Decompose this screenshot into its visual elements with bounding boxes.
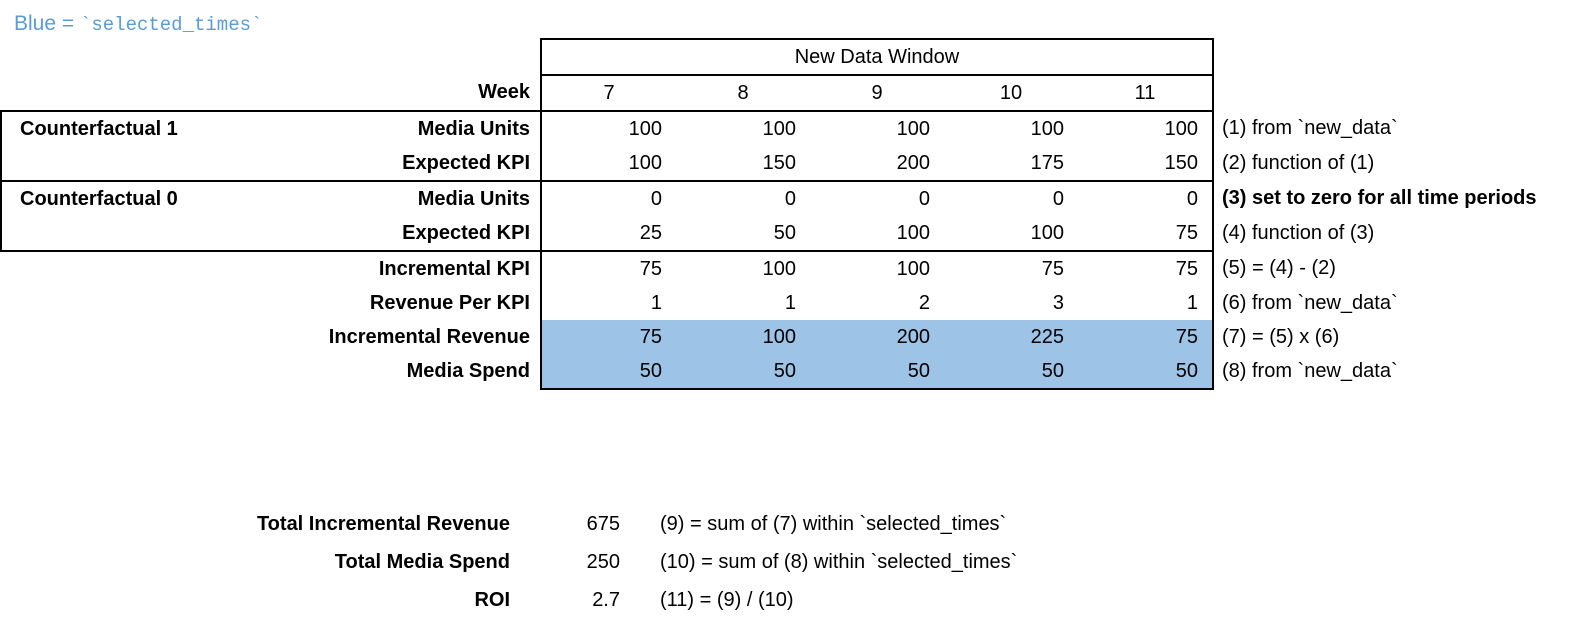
spacer-left	[1, 39, 274, 75]
table-row	[1, 216, 1538, 251]
row-label-media-spend: Media Spend	[406, 360, 530, 382]
cell-revenue-per-kpi-w9: 2	[918, 291, 930, 314]
cell-cf0-media-units-w9: 0	[810, 181, 944, 216]
cell-cf0-expected-kpi-w7: 25	[541, 216, 676, 251]
cell-cf1-media-units-w10: 100	[944, 111, 1078, 146]
table-row	[1, 251, 1538, 286]
group-label-counterfactual-0: Counterfactual 0	[1, 181, 274, 216]
row-label-expected-kpi-cf1: Expected KPI	[402, 151, 530, 174]
spacer-note-2	[1213, 75, 1538, 111]
row-label-expected-kpi-cf0: Expected KPI	[274, 216, 541, 251]
cell-cf0-media-units-w10: 0	[944, 181, 1078, 216]
group-label-spacer-cf1	[1, 146, 274, 181]
week-header-1: 8	[676, 75, 810, 111]
cell-media-spend-w9: 50	[810, 354, 944, 389]
note-5: (5) = (4) - (2)	[1222, 257, 1336, 279]
cell-incremental-revenue-w11: 75	[1078, 320, 1213, 354]
cell-revenue-per-kpi-w7: 1	[541, 286, 676, 320]
cell-cf1-expected-kpi-w7: 100	[541, 146, 676, 181]
row-label-incremental-revenue: Incremental Revenue	[328, 325, 530, 348]
cell-media-spend-w10: 50	[944, 354, 1078, 389]
row-label-media-units-cf0: Media Units	[274, 181, 541, 216]
week-header-2: 9	[810, 75, 944, 111]
cell-cf1-expected-kpi-w11: 150	[1078, 146, 1213, 181]
table-row	[1, 286, 1538, 320]
cell-incremental-revenue-w7: 75	[541, 320, 676, 354]
row-label-revenue-per-kpi: Revenue Per KPI	[369, 291, 530, 314]
note-7: (7) = (5) x (6)	[1222, 325, 1340, 348]
table-header-group-row	[1, 39, 1538, 75]
group-label-spacer-cf0	[1, 216, 274, 251]
legend-prefix: Blue =	[14, 12, 80, 35]
cell-media-spend-w11: 50	[1078, 354, 1213, 389]
cell-cf1-media-units-w11: 100	[1078, 111, 1213, 146]
summary-row	[0, 543, 1017, 581]
row-label-media-units-cf1: Media Units	[274, 111, 541, 146]
table-row	[1, 181, 1538, 216]
spacer-left-4	[1, 286, 274, 320]
cell-cf0-expected-kpi-w10: 100	[944, 216, 1078, 251]
week-label: Week	[478, 81, 530, 103]
cell-revenue-per-kpi-w11: 1	[1078, 286, 1213, 320]
legend	[14, 12, 262, 36]
cell-incremental-kpi-w9: 100	[896, 257, 930, 280]
note-1: (1) from `new_data`	[1222, 117, 1398, 139]
cell-cf1-expected-kpi-w10: 175	[1030, 151, 1064, 174]
summary-label-total-media-spend: Total Media Spend	[334, 550, 510, 573]
summary-value-total-media-spend: 250	[586, 550, 620, 573]
cell-revenue-per-kpi-w8: 1	[784, 291, 796, 314]
table-row	[1, 354, 1538, 389]
spacer-right	[274, 39, 541, 75]
cell-cf1-expected-kpi-w9: 200	[896, 151, 930, 174]
summary-note-10: (10) = sum of (8) within `selected_times`	[660, 550, 1018, 573]
spacer-left-6	[1, 354, 274, 389]
summary-row	[0, 505, 1017, 543]
summary-label-total-incremental-revenue: Total Incremental Revenue	[256, 512, 510, 535]
spacer-left-2	[1, 75, 274, 111]
summary-value-total-incremental-revenue: 675	[586, 512, 620, 535]
group-header-new-data-window: New Data Window	[541, 39, 1213, 75]
summary-table	[0, 505, 1017, 619]
week-header-4: 11	[1078, 75, 1213, 111]
cell-incremental-kpi-w7: 75	[541, 251, 676, 286]
cell-incremental-revenue-w9: 200	[810, 320, 944, 354]
cell-cf1-expected-kpi-w8: 150	[762, 151, 796, 174]
cell-incremental-revenue-w8: 100	[676, 320, 810, 354]
cell-incremental-kpi-w10: 75	[1041, 257, 1064, 280]
summary-row	[0, 581, 1017, 619]
note-8: (8) from `new_data`	[1222, 360, 1398, 382]
week-header-0: 7	[541, 75, 676, 111]
legend-code: `selected_times`	[79, 14, 263, 36]
note-4: (4) function of (3)	[1222, 222, 1375, 244]
spacer-left-3	[1, 251, 274, 286]
cell-cf1-media-units-w7: 100	[541, 111, 676, 146]
spacer-note	[1213, 39, 1538, 75]
table-header-week-row	[1, 75, 1538, 111]
group-label-counterfactual-1: Counterfactual 1	[1, 111, 274, 146]
cell-cf0-media-units-w11: 0	[1078, 181, 1213, 216]
cell-incremental-kpi-w8: 100	[762, 257, 796, 280]
cell-cf1-media-units-w9: 100	[810, 111, 944, 146]
spacer-left-5	[1, 320, 274, 354]
cell-media-spend-w8: 50	[676, 354, 810, 389]
counterfactual-table	[0, 38, 1539, 390]
note-3: (3) set to zero for all time periods	[1222, 187, 1537, 209]
table-row	[1, 111, 1538, 146]
summary-label-roi: ROI	[474, 588, 510, 611]
cell-revenue-per-kpi-w10: 3	[1052, 291, 1064, 314]
cell-cf0-media-units-w7: 0	[541, 181, 676, 216]
cell-incremental-revenue-w10: 225	[944, 320, 1078, 354]
cell-cf0-media-units-w8: 0	[676, 181, 810, 216]
summary-note-11: (11) = (9) / (10)	[660, 588, 794, 611]
cell-cf0-expected-kpi-w11: 75	[1078, 216, 1213, 251]
cell-cf0-expected-kpi-w9: 100	[810, 216, 944, 251]
table-row	[1, 320, 1538, 354]
note-6: (6) from `new_data`	[1222, 291, 1398, 314]
week-header-3: 10	[944, 75, 1078, 111]
cell-media-spend-w7: 50	[541, 354, 676, 389]
cell-cf1-media-units-w8: 100	[676, 111, 810, 146]
summary-note-9: (9) = sum of (7) within `selected_times`	[660, 512, 1007, 535]
summary-value-roi: 2.7	[592, 588, 620, 611]
cell-incremental-kpi-w11: 75	[1078, 251, 1213, 286]
note-2: (2) function of (1)	[1222, 152, 1375, 174]
table-row	[1, 146, 1538, 181]
cell-cf0-expected-kpi-w8: 50	[676, 216, 810, 251]
row-label-incremental-kpi: Incremental KPI	[378, 257, 530, 280]
